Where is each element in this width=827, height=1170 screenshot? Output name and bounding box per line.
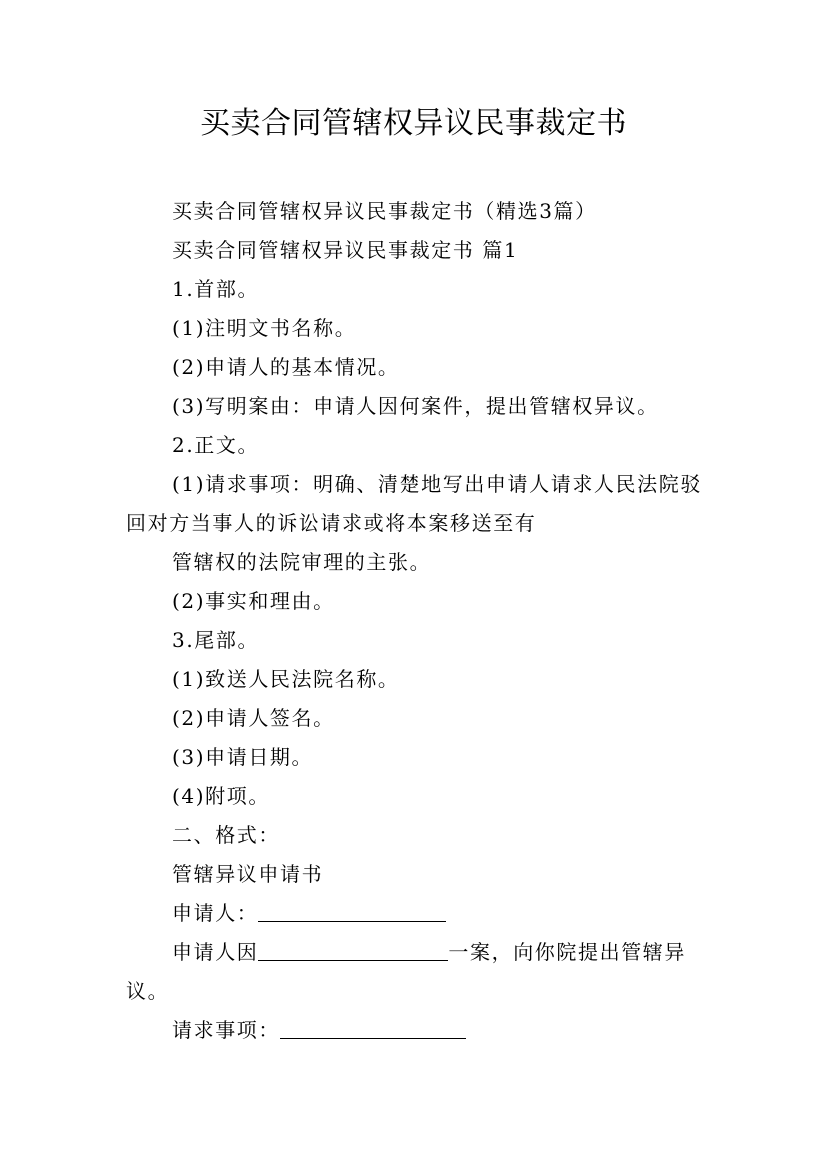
paragraph: (3)写明案由：申请人因何案件，提出管辖权异议。: [172, 394, 659, 418]
paragraph: (2)申请人的基本情况。: [172, 355, 400, 379]
applicant-line: [126, 894, 711, 933]
request-line: [126, 1011, 711, 1050]
case-suffix: 一案，向你院提出管辖异议。: [126, 940, 687, 1003]
paragraph: 2.正文。: [172, 433, 260, 457]
applicant-blank: [258, 903, 446, 922]
document-title: 买卖合同管辖权异议民事裁定书: [200, 106, 627, 141]
paragraph: (3)申请日期。: [172, 745, 314, 769]
paragraph: 管辖异议申请书: [172, 862, 324, 886]
document-body: [126, 192, 711, 1050]
paragraph: (1)请求事项：明确、清楚地写出申请人请求人民法院驳回对方当事人的诉讼请求或将本案移送至有: [126, 472, 702, 535]
paragraph: 3.尾部。: [172, 628, 260, 652]
request-label: 请求事项：: [172, 1018, 280, 1042]
paragraph: 1.首部。: [172, 277, 260, 301]
paragraph: (1)注明文书名称。: [172, 316, 357, 340]
paragraph: 买卖合同管辖权异议民事裁定书 篇1: [172, 238, 519, 262]
paragraph: (2)申请人签名。: [172, 706, 335, 730]
paragraph: 管辖权的法院审理的主张。: [172, 550, 432, 574]
paragraph: (1)致送人民法院名称。: [172, 667, 400, 691]
case-line: [126, 933, 711, 1011]
paragraph: 买卖合同管辖权异议民事裁定书（精选3篇）: [172, 199, 597, 223]
request-blank: [280, 1020, 466, 1039]
paragraph: (4)附项。: [172, 784, 270, 808]
case-prefix: 申请人因: [172, 940, 259, 964]
paragraph: (2)事实和理由。: [172, 589, 335, 613]
applicant-label: 申请人：: [172, 901, 259, 925]
paragraph: 二、格式：: [172, 823, 280, 847]
case-blank: [258, 942, 448, 961]
